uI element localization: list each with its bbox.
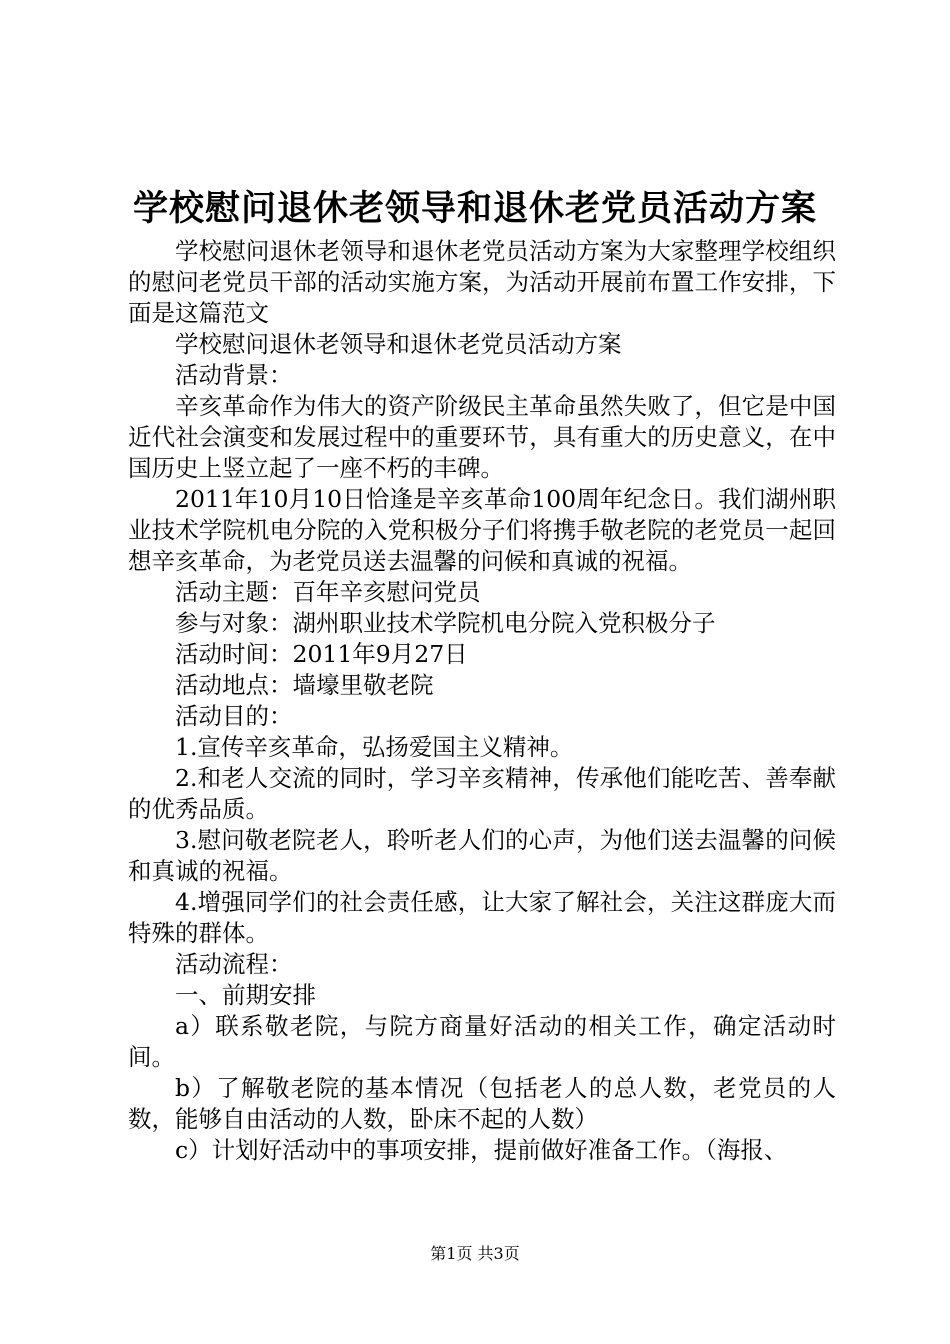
process-item-a: a）联系敬老院，与院方商量好活动的相关工作，确定活动时间。 (128, 1012, 836, 1071)
activity-participants: 参与对象：湖州职业技术学院机电分院入党积极分子 (175, 609, 716, 637)
document-title: 学校慰问退休老领导和退休老党员活动方案 (132, 188, 817, 229)
purpose-item-3: 3.慰问敬老院老人，聆听老人们的心声，为他们送去温馨的问候和真诚的祝福。 (128, 826, 836, 885)
purpose-item-2: 2.和老人交流的同时，学习辛亥精神，传承他们能吃苦、善奉献的优秀品质。 (128, 764, 836, 823)
activity-time: 活动时间：2011年9月27日 (175, 640, 468, 668)
purpose-item-1: 1.宣传辛亥革命，弘扬爱国主义精神。 (175, 733, 574, 761)
background-paragraph-2: 2011年10月10日恰逢是辛亥革命100周年纪念日。我们湖州职业技术学院机电分院的入党积极分子们将携手敬老院的老党员一起回想辛亥革命，为老党员送去温馨的问候和真诚的祝福。 (128, 485, 836, 575)
page-number-footer: 第1页 共3页 (430, 1244, 520, 1263)
background-paragraph-1: 辛亥革命作为伟大的资产阶级民主革命虽然失败了，但它是中国近代社会演变和发展过程中的重要环节，具有重大的历史意义，在中国历史上竖立起了一座不朽的丰碑。 (128, 392, 836, 482)
process-item-b: b）了解敬老院的基本情况（包括老人的总人数，老党员的人数，能够自由活动的人数，卧床不起的人数） (128, 1074, 836, 1133)
process-step-heading: 一、前期安排 (175, 981, 316, 1009)
section-heading-purpose: 活动目的： (175, 702, 293, 730)
section-heading-background: 活动背景： (175, 361, 293, 389)
activity-location: 活动地点：墙壕里敬老院 (175, 671, 434, 699)
intro-paragraph: 学校慰问退休老领导和退休老党员活动方案为大家整理学校组织的慰问老党员干部的活动实施方案，为活动开展前布置工作安排，下面是这篇范文 (128, 237, 836, 327)
purpose-item-4: 4.增强同学们的社会责任感，让大家了解社会，关注这群庞大而特殊的群体。 (128, 888, 836, 947)
section-heading-process: 活动流程： (175, 950, 293, 978)
document-body (128, 236, 836, 1166)
activity-theme: 活动主题：百年辛亥慰问党员 (175, 578, 481, 606)
subtitle-line: 学校慰问退休老领导和退休老党员活动方案 (175, 330, 622, 358)
process-item-c: c）计划好活动中的事项安排，提前做好准备工作。（海报、 (175, 1136, 788, 1164)
